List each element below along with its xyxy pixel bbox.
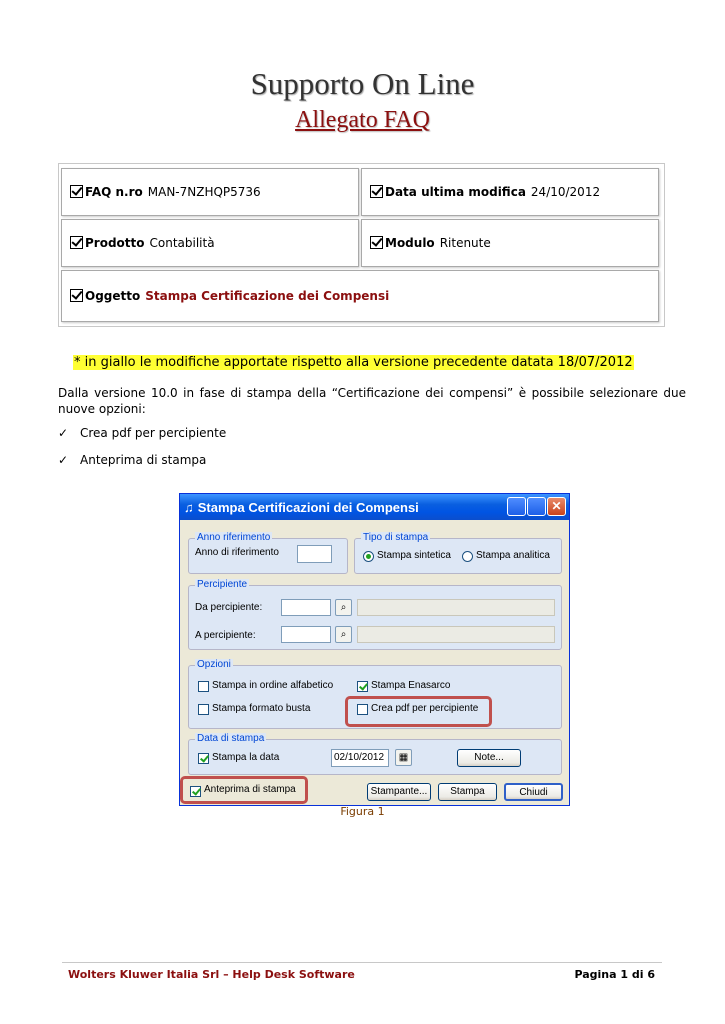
footer-divider xyxy=(62,962,662,963)
a-percipiente-label: A percipiente: xyxy=(195,630,256,641)
faq-info-table xyxy=(58,163,665,327)
highlight-note: * in giallo le modifiche apportate rispetto alla versione precedente datata 18/07/2012 xyxy=(74,355,633,370)
highlight-anteprima xyxy=(180,776,308,804)
bullet-text: Anteprima di stampa xyxy=(80,453,207,467)
checkbox-icon xyxy=(70,289,83,302)
bullet-item xyxy=(58,426,227,440)
da-percipiente-name xyxy=(357,599,555,616)
product-cell xyxy=(61,219,359,267)
bullet-item xyxy=(58,453,207,467)
data-stampa-group xyxy=(188,733,562,775)
last-modified-cell xyxy=(361,168,659,216)
document-subtitle: Allegato FAQ xyxy=(295,107,430,133)
date-input[interactable]: 02/10/2012 xyxy=(331,749,389,767)
checkbox-anteprima-label: Anteprima di stampa xyxy=(204,784,296,795)
checkmark-icon: ✓ xyxy=(58,426,69,440)
da-percipiente-label: Da percipiente: xyxy=(195,602,263,613)
highlight-crea-pdf xyxy=(345,696,492,727)
checkmark-icon: ✓ xyxy=(58,453,69,467)
note-button[interactable]: Note... xyxy=(457,749,521,767)
intro-paragraph: Dalla versione 10.0 in fase di stampa della “Certificazione dei compensi” è possibile selezionare due nuove opzioni: xyxy=(58,386,686,416)
radio-sintetica[interactable] xyxy=(363,551,374,562)
anno-input[interactable] xyxy=(297,545,332,563)
checkbox-enasarco-label: Stampa Enasarco xyxy=(371,680,451,691)
anno-riferimento-group xyxy=(188,532,348,574)
radio-analitica[interactable] xyxy=(462,551,473,562)
minimize-icon[interactable] xyxy=(507,497,526,516)
subject-value: Stampa Certificazione dei Compensi xyxy=(145,289,390,303)
binoculars-icon[interactable]: ⌕ xyxy=(335,626,352,643)
checkbox-icon xyxy=(370,185,383,198)
faq-number-value: MAN-7NZHQP5736 xyxy=(147,185,261,199)
last-modified-label: Data ultima modifica xyxy=(385,185,526,199)
radio-analitica-label: Stampa analitica xyxy=(476,550,550,561)
maximize-icon[interactable] xyxy=(527,497,546,516)
subject-cell xyxy=(61,270,659,322)
checkbox-stampa-data[interactable] xyxy=(198,753,209,764)
group-title: Tipo di stampa xyxy=(363,532,429,543)
dialog-titlebar xyxy=(180,494,569,520)
chiudi-button[interactable]: Chiudi xyxy=(504,783,563,801)
close-icon[interactable]: ✕ xyxy=(547,497,566,516)
subject-label: Oggetto xyxy=(85,289,141,303)
group-title: Anno riferimento xyxy=(197,532,271,543)
last-modified-value: 24/10/2012 xyxy=(530,185,601,199)
percipiente-group xyxy=(188,579,562,650)
group-title: Percipiente xyxy=(197,579,248,590)
checkbox-icon xyxy=(70,236,83,249)
stampa-button[interactable]: Stampa xyxy=(438,783,497,801)
product-value: Contabilità xyxy=(149,236,215,250)
faq-number-cell xyxy=(61,168,359,216)
footer-page-number: Pagina 1 di 6 xyxy=(574,968,655,981)
da-percipiente-input[interactable] xyxy=(281,599,331,616)
dialog-title: Stampa Certificazioni dei Compensi xyxy=(197,499,419,515)
anno-label: Anno di riferimento xyxy=(195,547,279,558)
tipo-stampa-group xyxy=(354,532,562,574)
checkbox-busta[interactable] xyxy=(198,704,209,715)
product-label: Prodotto xyxy=(85,236,145,250)
checkbox-busta-label: Stampa formato busta xyxy=(212,703,311,714)
group-title: Data di stampa xyxy=(197,733,265,744)
checkbox-crea-pdf-label: Crea pdf per percipiente xyxy=(371,703,479,714)
module-label: Modulo xyxy=(385,236,435,250)
figure-caption: Figura 1 xyxy=(340,805,385,818)
bullet-text: Crea pdf per percipiente xyxy=(80,426,227,440)
checkbox-stampa-data-label: Stampa la data xyxy=(212,752,280,763)
a-percipiente-name xyxy=(357,626,555,643)
radio-sintetica-label: Stampa sintetica xyxy=(377,550,451,561)
binoculars-icon[interactable]: ⌕ xyxy=(335,599,352,616)
module-cell xyxy=(361,219,659,267)
module-value: Ritenute xyxy=(439,236,491,250)
faq-number-label: FAQ n.ro xyxy=(85,185,143,199)
checkbox-icon xyxy=(370,236,383,249)
checkbox-icon xyxy=(70,185,83,198)
group-title: Opzioni xyxy=(197,659,231,670)
checkbox-alfabetico[interactable] xyxy=(198,681,209,692)
a-percipiente-input[interactable] xyxy=(281,626,331,643)
stampante-button[interactable]: Stampante... xyxy=(367,783,431,801)
music-note-icon: ♫ xyxy=(184,499,194,515)
footer-company: Wolters Kluwer Italia Srl – Help Desk Software xyxy=(68,968,355,981)
checkbox-enasarco[interactable] xyxy=(357,681,368,692)
print-dialog xyxy=(179,493,570,806)
calendar-icon[interactable]: ▦ xyxy=(395,749,412,766)
checkbox-alfabetico-label: Stampa in ordine alfabetico xyxy=(212,680,334,691)
document-title: Supporto On Line xyxy=(250,66,475,101)
